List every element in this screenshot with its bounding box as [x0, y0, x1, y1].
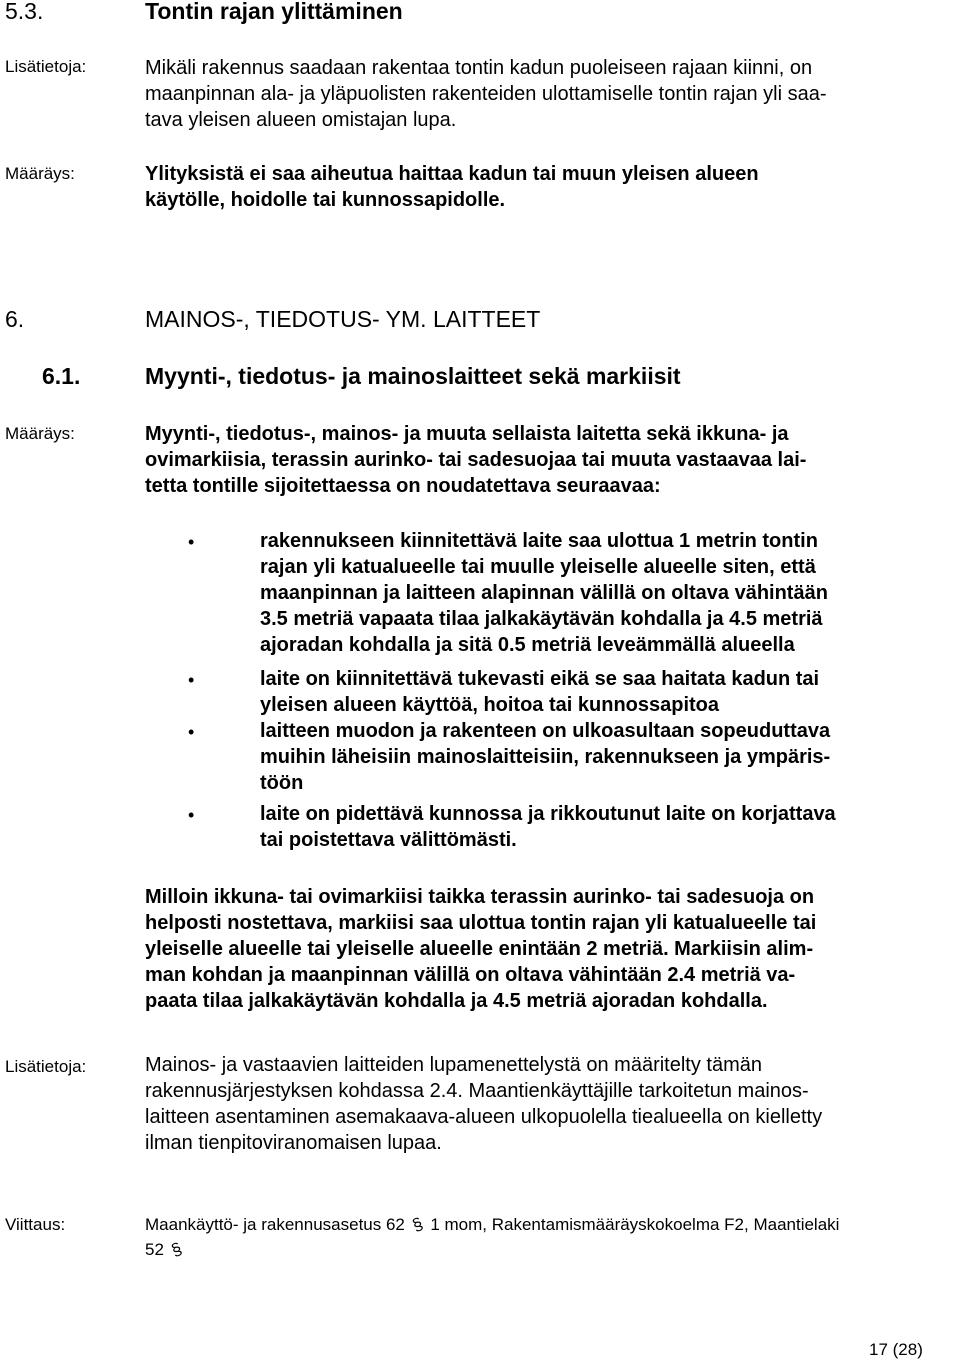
- page-number: 17 (28): [869, 1340, 923, 1359]
- section-sign: §: [168, 1238, 185, 1261]
- bullet-icon: •: [188, 805, 195, 825]
- section-sign: §: [409, 1213, 426, 1236]
- list-item: rakennukseen kiinnitettävä laite saa ulottua 1 metrin tontin rajan yli katualueelle tai muulle yleiselle alueelle siten, että maanpinnan ja laitteen alapinnan välillä on oltava vähintään 3.5 metriä vapaata tilaa jalkakäytävän kohdalla ja 4.5 metriä ajoradan kohdalla ja sitä 0.5 metriä leveämmällä alueella: [260, 530, 828, 656]
- reference-line-1: Maankäyttö- ja rakennusasetus 62 § 1 mom, Rakentamismääräyskokoelma F2, Maantielaki: [145, 1213, 840, 1236]
- reference-line-2: 52 §: [145, 1238, 185, 1261]
- order-text: Ylityksistä ei saa aiheutua haittaa kadun tai muun yleisen alueen käytölle, hoidolle tai kunnossapidolle.: [145, 163, 759, 211]
- section-title: Myynti-, tiedotus- ja mainoslaitteet sekä markiisit: [145, 363, 681, 389]
- bullet-icon: •: [188, 532, 195, 552]
- info-label: Lisätietoja:: [5, 57, 87, 76]
- reference-label: Viittaus:: [5, 1215, 66, 1234]
- bullet-icon: •: [188, 722, 195, 742]
- list-item: laitteen muodon ja rakenteen on ulkoasultaan sopeuduttava muihin läheisiin mainoslaitteisiin, rakennukseen ja ympäris- töön: [260, 720, 831, 794]
- list-item: laite on kiinnitettävä tukevasti eikä se saa haitata kadun tai yleisen alueen käyttöä, hoitoa tai kunnossapitoa: [260, 668, 820, 716]
- chapter-number: 6.: [5, 306, 25, 332]
- section-title: Tontin rajan ylittäminen: [145, 0, 403, 24]
- order-label: Määräys:: [5, 164, 75, 183]
- markiisi-paragraph: Milloin ikkuna- tai ovimarkiisi taikka terassin aurinko- tai sadesuoja on helposti nostettava, markiisi saa ulottua tontin rajan yli katualueelle tai yleiselle alueelle tai yleiselle alueelle enintään 2 metriä. Markiisin alim- man kohdan ja maanpinnan välillä on oltava vähintään 2.4 metriä va- paata tilaa jalkakäytävän kohdalla ja 4.5 metriä ajoradan kohdalla.: [145, 886, 817, 1012]
- info-text: Mainos- ja vastaavien laitteiden lupamenettelystä on määritelty tämän rakennusjärjestyksen kohdassa 2.4. Maantienkäyttäjille tarkoitetun mainos- laitteen asentaminen asemakaava-alueen ulkopuolella tiealueella on kielletty ilman tienpitoviranomaisen lupaa.: [145, 1054, 823, 1154]
- bullet-icon: •: [188, 670, 195, 690]
- list-item: laite on pidettävä kunnossa ja rikkoutunut laite on korjattava tai poistettava välittömästi.: [260, 803, 836, 851]
- info-text: Mikäli rakennus saadaan rakentaa tontin kadun puoleiseen rajaan kiinni, on maanpinnan ala- ja yläpuolisten rakenteiden ulottamiselle tontin rajan yli saa- tava yleisen alueen omistajan lupa.: [145, 57, 827, 131]
- order-intro: Myynti-, tiedotus-, mainos- ja muuta sellaista laitetta sekä ikkuna- ja ovimarkiisia, terassin aurinko- tai sadesuojaa tai muuta vastaavaa lai- tetta tontille sijoitettaessa on noudatettava seuraavaa:: [145, 423, 807, 497]
- chapter-title: MAINOS-, TIEDOTUS- YM. LAITTEET: [145, 306, 541, 332]
- order-label: Määräys:: [5, 424, 75, 443]
- info-label: Lisätietoja:: [5, 1057, 87, 1076]
- section-number: 6.1.: [42, 363, 81, 389]
- section-number: 5.3.: [5, 0, 44, 24]
